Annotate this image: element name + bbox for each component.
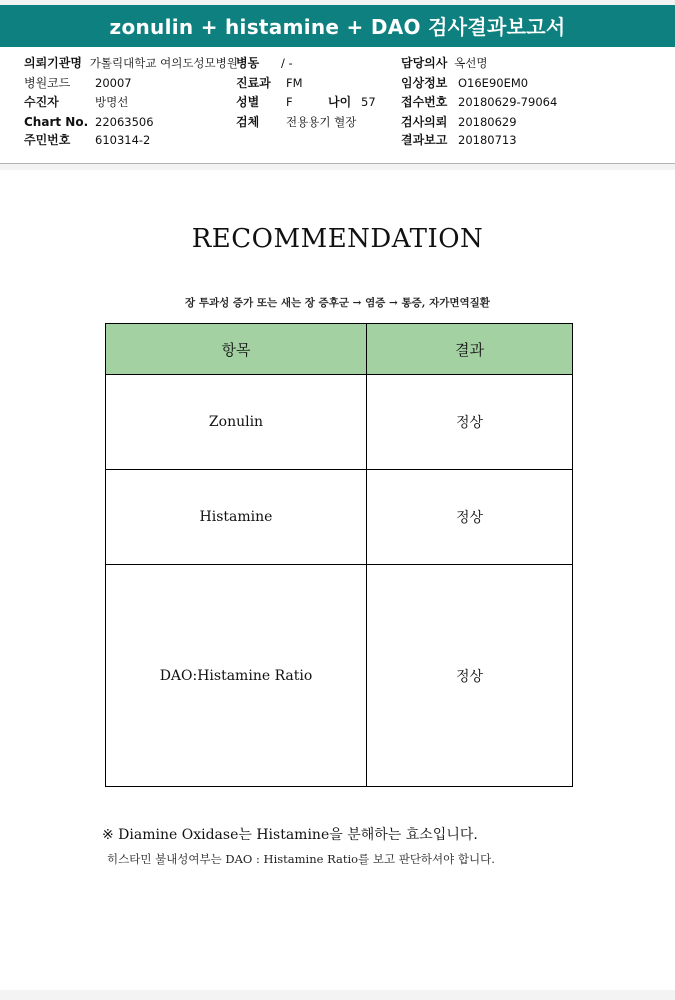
row-result-zonulin: 정상	[367, 375, 573, 470]
bottom-strip	[0, 990, 675, 1000]
hospital-code-label: 병원코드	[24, 76, 71, 90]
department-label: 진료과	[236, 76, 271, 90]
chart-no-label: Chart No.	[24, 115, 89, 129]
table-row	[106, 375, 573, 470]
report-title: zonulin + histamine + DAO 검사결과보고서	[0, 5, 675, 47]
test-request-value: 20180629	[458, 115, 517, 129]
institution-field	[24, 56, 238, 70]
recommendation-heading: RECOMMENDATION	[191, 224, 484, 254]
patient-label: 수진자	[24, 95, 59, 109]
department-value: FM	[286, 76, 303, 90]
table-row	[106, 565, 573, 787]
receipt-no-label: 접수번호	[401, 95, 448, 109]
row-result-dao-ratio: 정상	[367, 565, 573, 787]
doctor-field	[401, 56, 488, 70]
column-header-result: 결과	[367, 324, 573, 375]
sex-value: F	[286, 95, 293, 109]
specimen-label: 검체	[236, 115, 260, 129]
patient-value: 방명선	[95, 95, 129, 109]
note-dao: ※ Diamine Oxidase는 Histamine을 분해하는 효소입니다.	[102, 827, 478, 843]
row-result-histamine: 정상	[367, 470, 573, 565]
specimen-value: 전용용기 혈장	[286, 115, 357, 129]
age-value: 57	[361, 95, 376, 109]
hospital-code-value: 20007	[95, 76, 132, 90]
receipt-no-value: 20180629-79064	[458, 95, 558, 109]
doctor-label: 담당의사	[401, 56, 448, 70]
institution-value: 가톨릭대학교 여의도성모병원	[89, 56, 238, 70]
ward-value: / -	[281, 56, 293, 70]
clinical-info-value: O16E90EM0	[458, 76, 529, 90]
table-row	[106, 470, 573, 565]
sex-label: 성별	[236, 95, 260, 109]
ward-label: 병동	[236, 56, 260, 70]
test-request-label: 검사의뢰	[401, 115, 448, 129]
row-item-dao-ratio: DAO:Histamine Ratio	[106, 565, 367, 787]
result-table	[105, 323, 573, 787]
row-item-zonulin: Zonulin	[106, 375, 367, 470]
row-item-histamine: Histamine	[106, 470, 367, 565]
institution-label: 의뢰기관명	[24, 56, 82, 70]
recommendation-subheading: 장 투과성 증가 또는 새는 장 증후군 → 염증 → 통증, 자가면역질환	[185, 297, 490, 309]
resident-no-value: 610314-2	[95, 133, 151, 147]
result-report-label: 결과보고	[401, 133, 448, 147]
table-header-row	[106, 324, 573, 375]
result-report-value: 20180713	[458, 133, 517, 147]
clinical-info-label: 임상정보	[401, 76, 448, 90]
resident-no-label: 주민번호	[24, 133, 71, 147]
ward-field	[236, 56, 293, 70]
age-label: 나이	[328, 95, 352, 109]
note-histamine-intolerance: 히스타민 불내성여부는 DAO : Histamine Ratio를 보고 판단하셔야 합니다.	[107, 852, 495, 866]
page-gap	[0, 164, 675, 170]
doctor-value: 옥선명	[454, 56, 488, 70]
column-header-item: 항목	[106, 324, 367, 375]
chart-no-value: 22063506	[95, 115, 154, 129]
